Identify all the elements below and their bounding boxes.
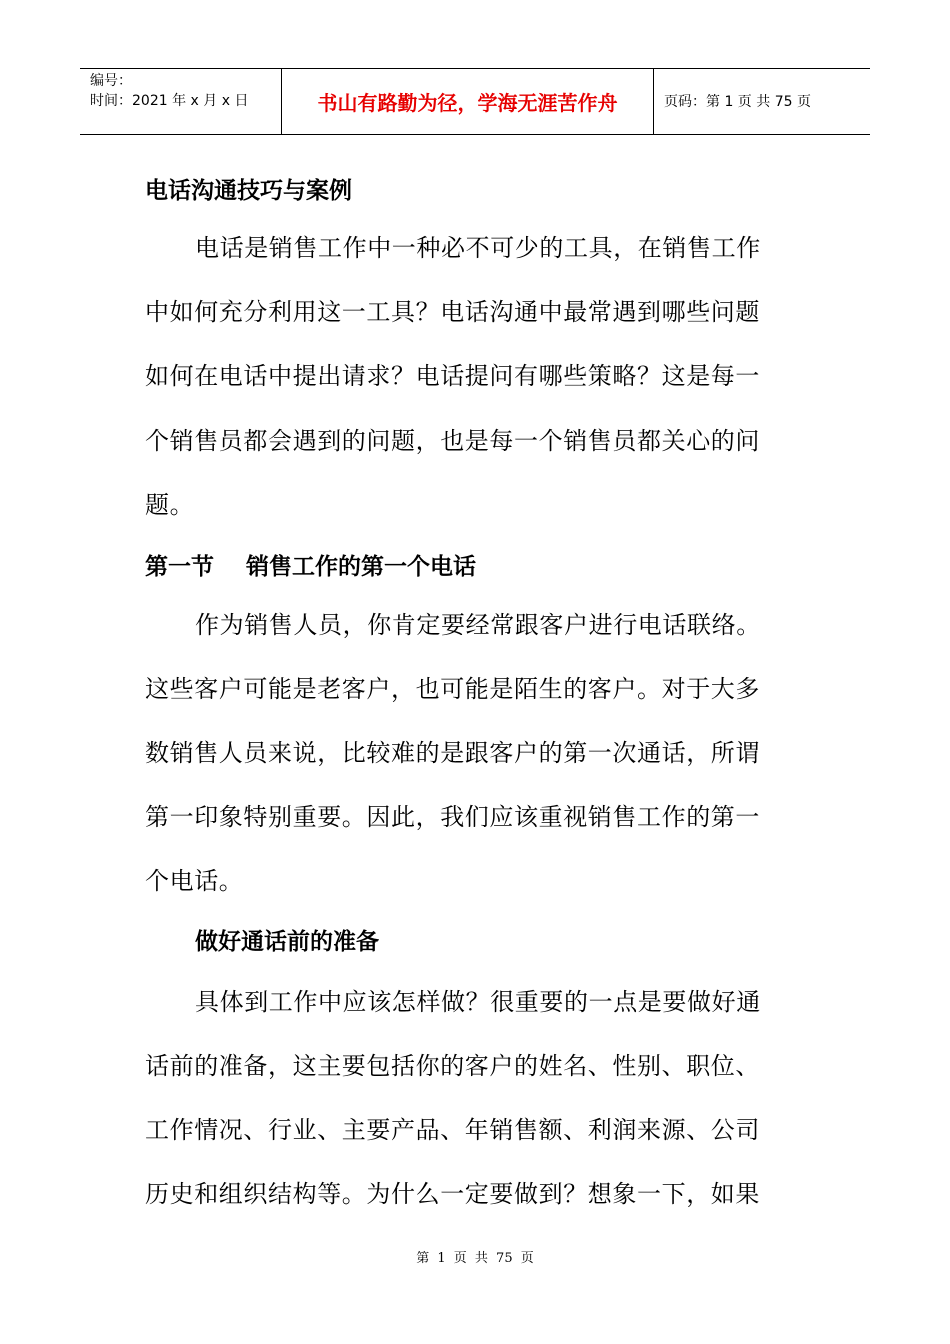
subsection-line: 话前的准备，这主要包括你的客户的姓名、性别、职位、: [145, 1052, 760, 1080]
intro-line: 中如何充分利用这一工具？电话沟通中最常遇到哪些问题: [145, 298, 760, 326]
subsection-line: 工作情况、行业、主要产品、年销售额、利润来源、公司: [145, 1116, 760, 1144]
intro-line: 题。: [145, 491, 195, 519]
subsection-line: 历史和组织结构等。为什么一定要做到？想象一下，如果: [145, 1180, 760, 1208]
time-label: 时间：2021 年 x 月 x 日: [90, 93, 249, 109]
page-footer: 第 1 页 共 75 页: [416, 1251, 534, 1266]
document-header: [80, 68, 870, 135]
section-line: 个电话。: [145, 867, 244, 895]
subsection-line: 具体到工作中应该怎样做？很重要的一点是要做好通: [195, 988, 761, 1016]
intro-line: 电话是销售工作中一种必不可少的工具，在销售工作: [195, 234, 761, 262]
header-motto-cell: [282, 69, 654, 134]
section-line: 这些客户可能是老客户，也可能是陌生的客户。对于大多: [145, 675, 760, 703]
number-label: 编号：: [90, 73, 132, 89]
section-line: 第一印象特别重要。因此，我们应该重视销售工作的第一: [145, 803, 760, 831]
document-title: 电话沟通技巧与案例: [145, 178, 352, 204]
section-line: 数销售人员来说，比较难的是跟客户的第一次通话，所谓: [145, 739, 760, 767]
section-title: 第一节 销售工作的第一个电话: [145, 554, 477, 580]
header-page-cell: [654, 69, 870, 134]
subsection-title: 做好通话前的准备: [195, 929, 379, 955]
motto: 书山有路勤为径，学海无涯苦作舟: [317, 91, 618, 115]
page-info: 页码：第 1 页 共 75 页: [664, 93, 811, 110]
intro-line: 如何在电话中提出请求？电话提问有哪些策略？这是每一: [145, 362, 760, 390]
header-meta-cell: [80, 69, 282, 134]
section-line: 作为销售人员，你肯定要经常跟客户进行电话联络。: [195, 611, 761, 639]
intro-line: 个销售员都会遇到的问题，也是每一个销售员都关心的问: [145, 427, 760, 455]
